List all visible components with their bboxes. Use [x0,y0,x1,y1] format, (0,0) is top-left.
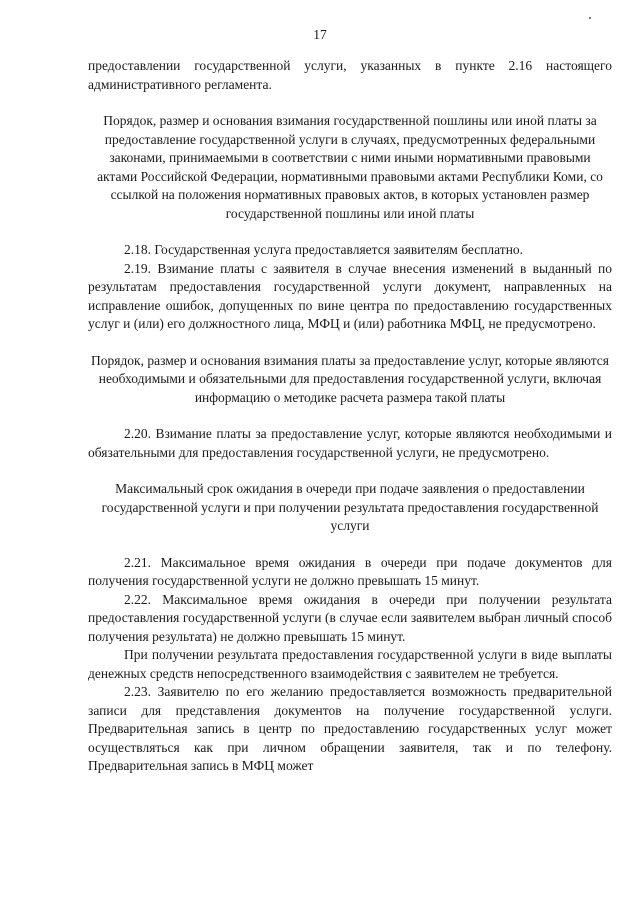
page-body [88,57,612,776]
continued-paragraph: предоставлении государственной услуги, указанных в пункте 2.16 настоящего административного регламента. [88,58,612,92]
spacer [88,223,612,241]
spacer [88,94,612,112]
spacer [88,462,612,480]
paragraph-2-18: 2.18. Государственная услуга предоставляется заявителям бесплатно. [124,242,524,257]
section-heading-fees: Порядок, размер и основания взимания государственной пошлины или иной платы за предоставление государственной услуги в случаях, предусмотренных федеральными законами, принимаемыми в соответствии с ними иными нормативными правовыми актами Российской Федерации, нормативными правовыми актами Республики Коми, со ссылкой на положения нормативных правовых актов, в которых установлен размер государственной пошлины или иной платы [97,113,603,221]
spacer [88,407,612,425]
spacer [88,536,612,554]
paragraph-2-23: 2.23. Заявителю по его желанию предоставляется возможность предварительной записи для представления документов на получение государственной услуги. Предварительная запись в центр по предоставлению государственных услуг может осуществляться как при личном обращении заявителя, так и по телефону. Предварительная запись в МФЦ может [88,684,612,773]
scan-mark [589,17,591,19]
spacer [88,334,612,352]
paragraph-2-22: 2.22. Максимальное время ожидания в очереди при получении результата предоставления государственной услуги (в случае если заявителем выбран личный способ получения результата) не должно превышать 15 минут. [88,591,612,644]
section-heading-services-fees: Порядок, размер и основания взимания платы за предоставление услуг, которые являются необходимыми и обязательными для предоставления государственной услуги, включая информацию о методике расчета размера такой платы [90,352,610,405]
paragraph-2-21: 2.21. Максимальное время ожидания в очереди при подаче документов для получения государственной услуги не должно превышать 15 минут. [88,554,612,588]
paragraph-2-20: 2.20. Взимание платы за предоставление услуг, которые являются необходимыми и обязательными для предоставления государственной услуги, не предусмотрено. [88,426,612,460]
page-number: 17 [313,27,327,42]
section-heading-queue-time: Максимальный срок ожидания в очереди при подаче заявления о предоставлении государственной услуги и при получении результата предоставления государственной услуги [101,481,599,533]
paragraph-result-payment: При получении результата предоставления государственной услуги в виде выплаты денежных средств непосредственного взаимодействия с заявителем не требуется. [88,647,612,681]
paragraph-2-19: 2.19. Взимание платы с заявителя в случае внесения изменений в выданный по результатам предоставления государственной услуги документ, направленных на исправление ошибок, допущенных по вине центра по предоставлению государственных услуг и (или) его должностного лица, МФЦ и (или) работника МФЦ, не предусмотрено. [88,260,612,331]
